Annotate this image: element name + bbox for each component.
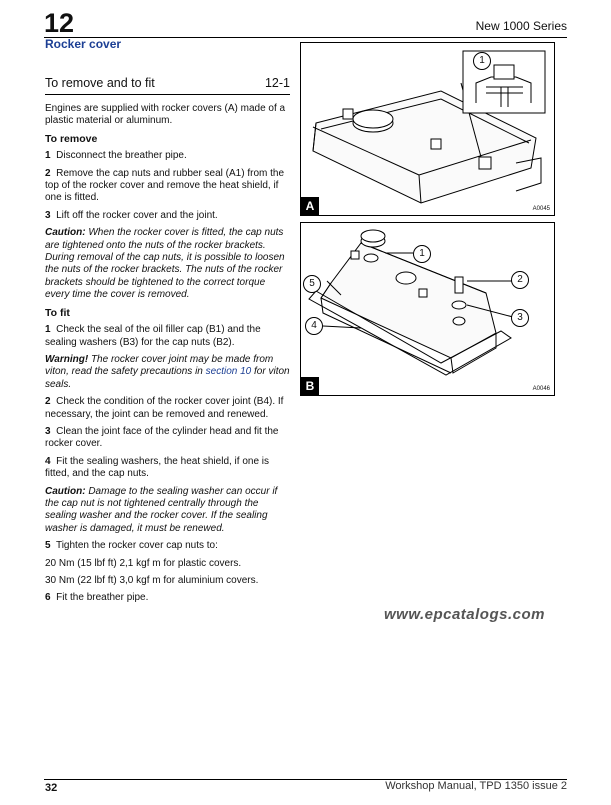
series-title: New 1000 Series — [475, 19, 567, 33]
callout-b3: 3 — [511, 309, 529, 327]
fit-step: 5 Tighten the rocker cover cap nuts to: — [45, 540, 218, 552]
fit-warning: Warning! The rocker cover joint may be made from viton, read the safety precautions in section 10 for viton seals. — [45, 353, 290, 390]
subheading-title: To remove and to fit — [45, 76, 155, 90]
callout-a1: 1 — [473, 52, 491, 70]
fit-step: 6 Fit the breather pipe. — [45, 592, 149, 604]
section-title: Rocker cover — [45, 37, 122, 51]
callout-b2: 2 — [511, 271, 529, 289]
figure-a-label: A — [301, 197, 319, 215]
remove-step: 1 Disconnect the breather pipe. — [45, 150, 187, 162]
header-rule — [44, 37, 567, 38]
torque-plastic: 20 Nm (15 lbf ft) 2,1 kgf m for plastic covers. — [45, 557, 242, 569]
fit-step: 3 Clean the joint face of the cylinder head and fit the rocker cover. — [45, 425, 279, 450]
callout-b1: 1 — [413, 245, 431, 263]
fit-step: 1 Check the seal of the oil filler cap (B1) and the sealing washers (B3) for the cap nuts (B2). — [45, 324, 261, 348]
callout-b4: 4 — [305, 317, 323, 335]
subheading — [45, 76, 290, 90]
remove-step: 3 Lift off the rocker cover and the joint. — [45, 209, 218, 221]
subheading-rule — [45, 94, 290, 95]
fit-caution: Caution: Damage to the sealing washer can occur if the cap nut is not tightened centrally through the sealing washer and the rocker cover. If the sealing washer is damaged, it must be renewed. — [45, 485, 278, 534]
callout-b5: 5 — [303, 275, 321, 293]
figure-a-ref: A0045 — [532, 206, 550, 212]
figure-b-label: B — [301, 377, 319, 395]
fit-step: 4 Fit the sealing washers, the heat shield, if one is fitted, and the cap nuts. — [45, 455, 270, 480]
body-text — [45, 103, 290, 610]
fit-heading: To fit — [45, 306, 70, 319]
remove-heading: To remove — [45, 132, 98, 145]
remove-caution: Caution: When the rocker cover is fitted, the cap nuts are tightened onto the nuts of the rocker brackets. During removal of the cap nuts, it is possible to loosen the nuts of the rocker brackets. The nuts of the rocker brackets should be tightened to the correct torque every time the cover is removed. — [45, 227, 285, 301]
figure-b-ref: A0046 — [532, 386, 550, 392]
section-link[interactable]: section 10 — [205, 366, 252, 378]
intro-paragraph: Engines are supplied with rocker covers (A) made of a plastic material or aluminum. — [45, 103, 286, 127]
fit-step: 2 Check the condition of the rocker cover joint (B4). If necessary, the joint can be removed and renewed. — [45, 396, 284, 420]
remove-step: 2 Remove the cap nuts and rubber seal (A1) from the top of the rocker cover and remove the heat shield, if one is fitted. — [45, 167, 285, 204]
page-number: 32 — [45, 782, 58, 794]
figure-a — [300, 42, 555, 216]
subheading-number: 12-1 — [264, 76, 290, 90]
torque-aluminium: 30 Nm (22 lbf ft) 3,0 kgf m for aluminium covers. — [45, 575, 259, 586]
chapter-number: 12 — [44, 8, 75, 38]
watermark: www.epcatalogs.com — [384, 606, 545, 623]
figure-b — [300, 222, 555, 396]
manual-title: Workshop Manual, TPD 1350 issue 2 — [385, 780, 567, 792]
rocker-cover-illustration-a — [301, 43, 554, 215]
